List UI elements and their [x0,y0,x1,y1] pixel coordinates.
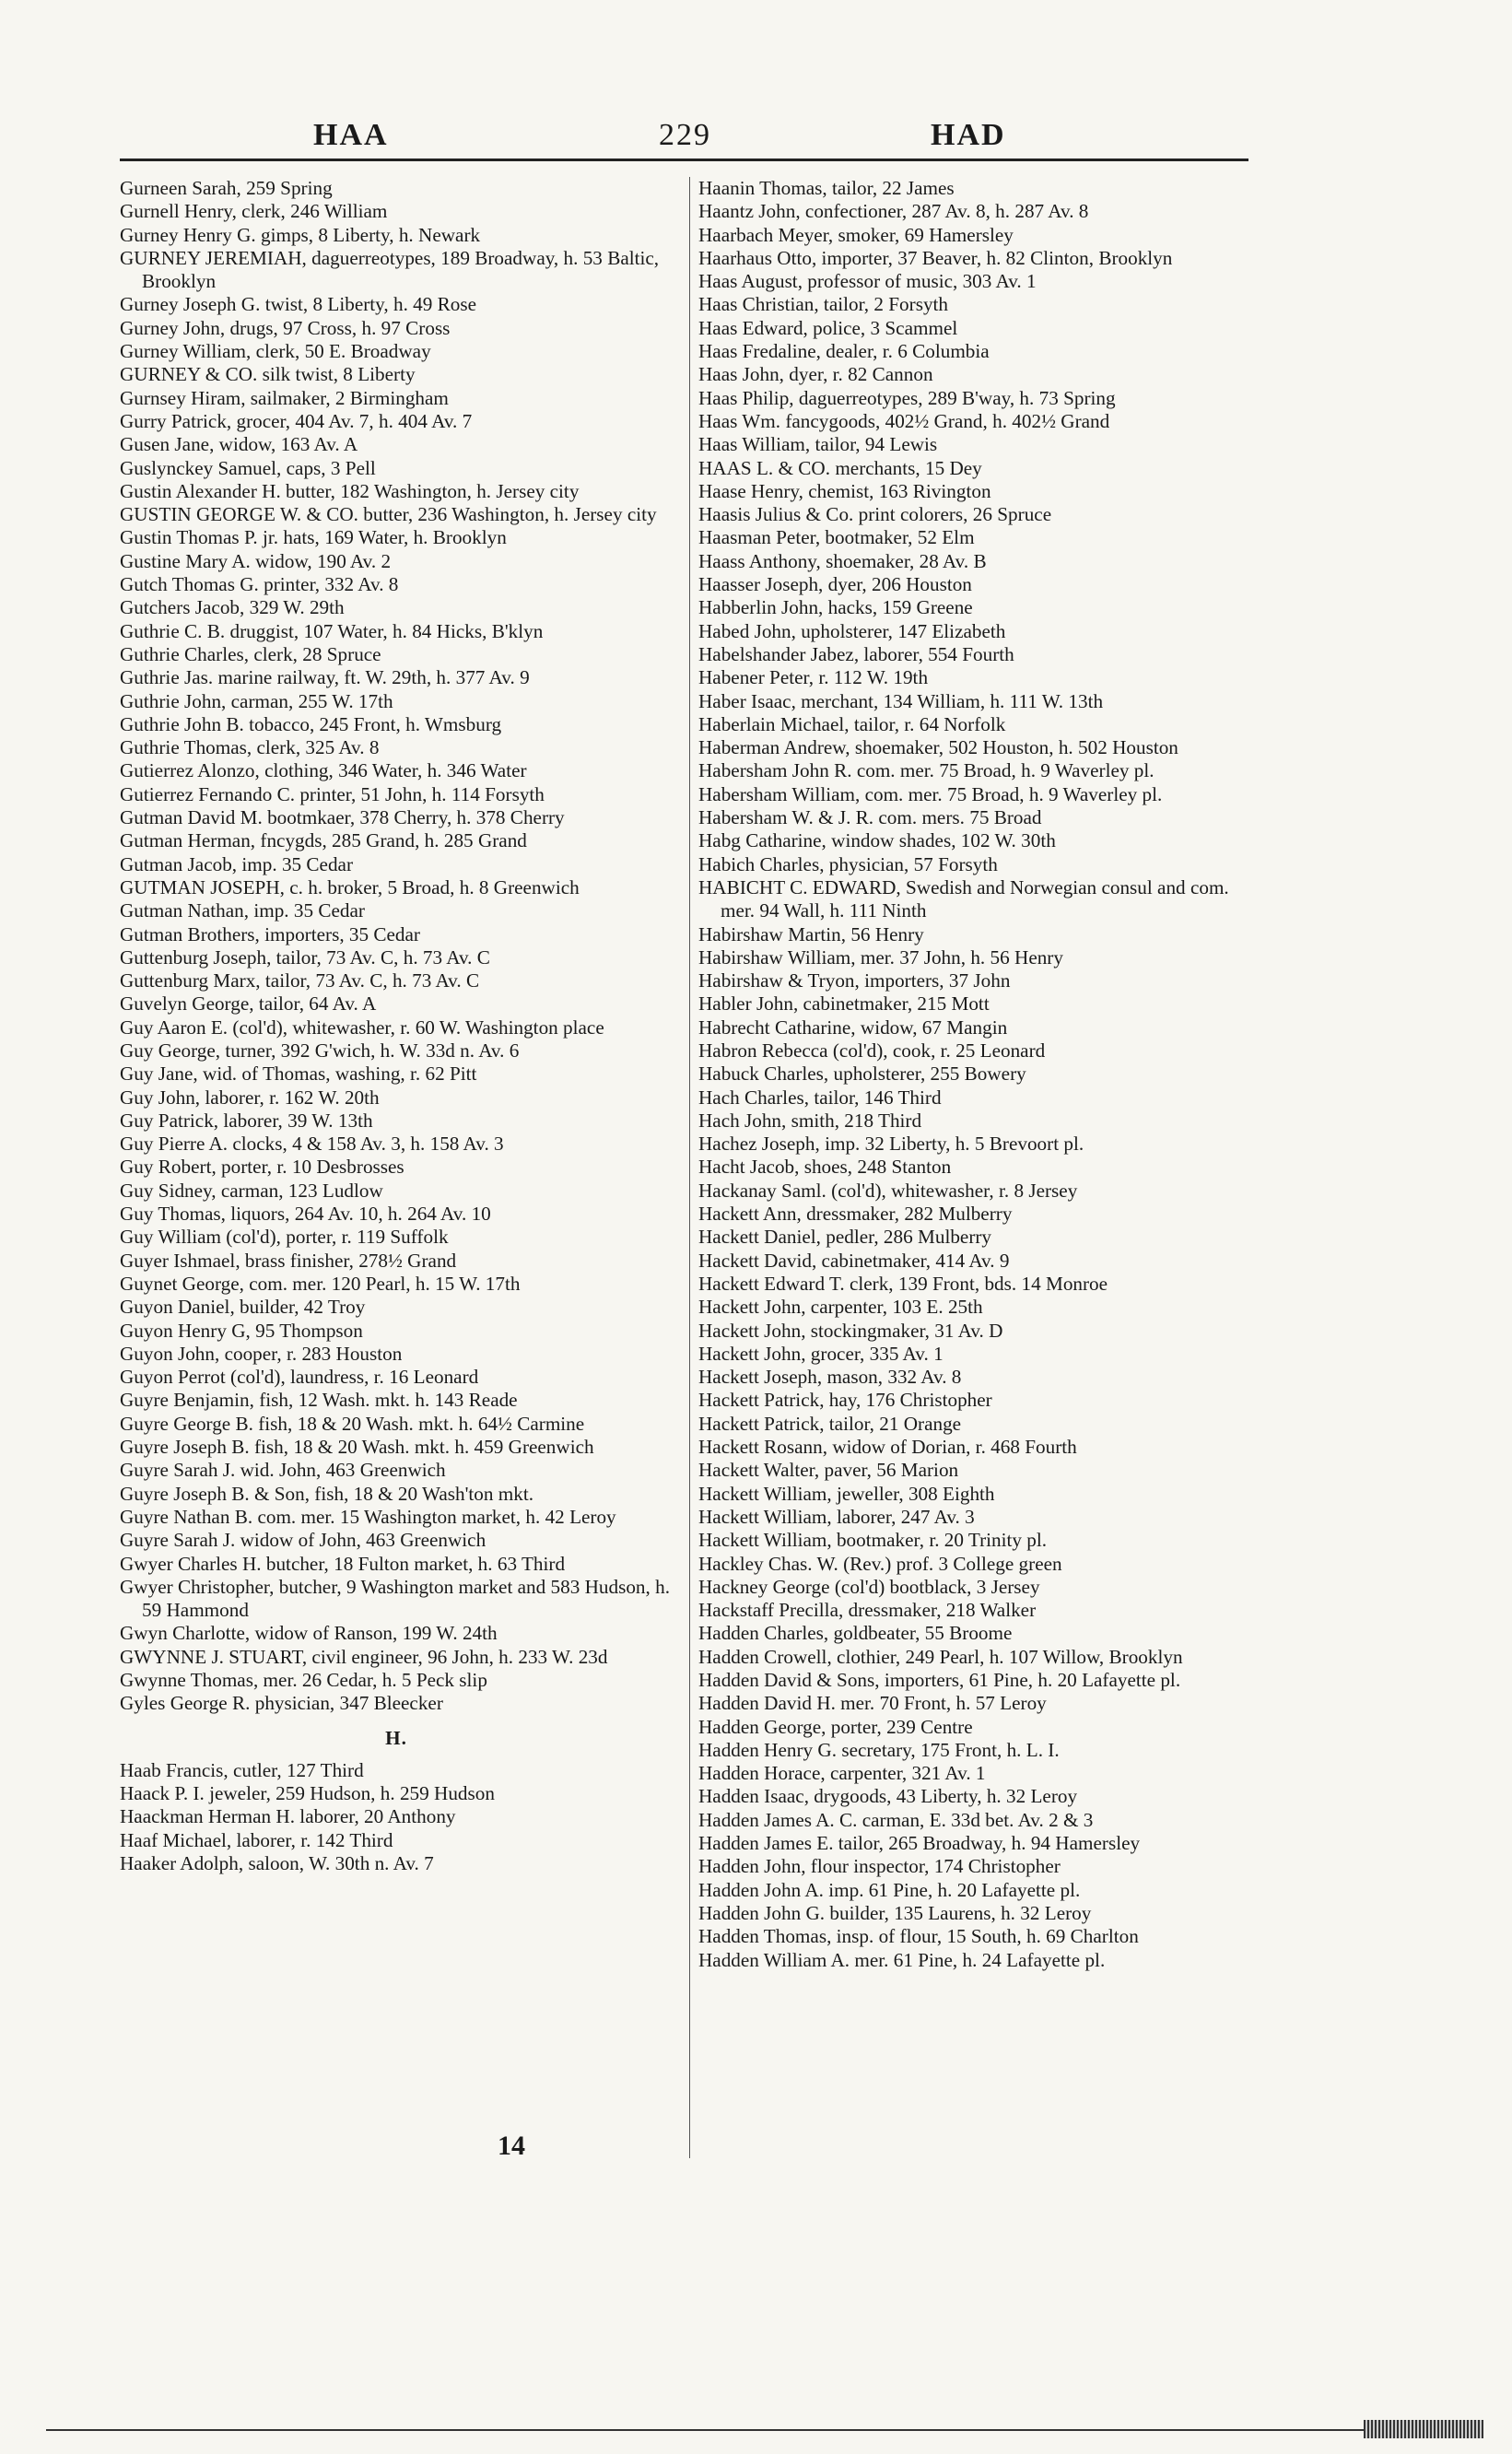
directory-entry: Hackett Patrick, hay, 176 Christopher [698,1389,992,1412]
directory-entry: Gutierrez Fernando C. printer, 51 John, h. 114 Forsyth [120,782,545,805]
directory-entry: Haasman Peter, bootmaker, 52 Elm [698,526,975,549]
directory-entry: Hackett Walter, paver, 56 Marion [698,1459,959,1482]
section-letter: H. [385,1726,407,1749]
directory-entry: Hackett Daniel, pedler, 286 Mulberry [698,1226,992,1249]
directory-entry: Habron Rebecca (col'd), cook, r. 25 Leonard [698,1039,1046,1062]
directory-entry: Haasser Joseph, dyer, 206 Houston [698,573,972,596]
directory-entry: Haarhaus Otto, importer, 37 Beaver, h. 82 Clinton, Brooklyn [698,246,1173,269]
directory-entry: Hadden John G. builder, 135 Laurens, h. 32 Leroy [698,1901,1092,1924]
directory-entry: Guthrie Thomas, clerk, 325 Av. 8 [120,736,380,759]
directory-entry: Haas August, professor of music, 303 Av. 1 [698,270,1037,293]
directory-entry: Haaker Adolph, saloon, W. 30th n. Av. 7 [120,1852,434,1875]
directory-entry: Guyon Henry G, 95 Thompson [120,1319,363,1342]
directory-entry: Habler John, cabinetmaker, 215 Mott [698,992,990,1016]
directory-entry: Guslynckey Samuel, caps, 3 Pell [120,456,376,479]
directory-entry: Guy George, turner, 392 G'wich, h. W. 33d n. Av. 6 [120,1039,520,1062]
directory-entry: Guthrie John B. tobacco, 245 Front, h. Wmsburg [120,712,502,735]
directory-entry: Haas William, tailor, 94 Lewis [698,433,938,456]
directory-entry: Habberlin John, hacks, 159 Greene [698,596,973,619]
directory-entry: Hackett David, cabinetmaker, 414 Av. 9 [698,1249,1010,1272]
directory-entry: Hadden Isaac, drygoods, 43 Liberty, h. 32 Leroy [698,1785,1078,1808]
directory-entry: Hadden David H. mer. 70 Front, h. 57 Leroy [698,1692,1047,1715]
directory-entry: Guy Aaron E. (col'd), whitewasher, r. 60 W. Washington place [120,1016,604,1039]
directory-entry: Guyre Joseph B. fish, 18 & 20 Wash. mkt. h. 459 Greenwich [120,1436,594,1459]
left-entry-list [120,177,673,1716]
directory-entry: Gwynne Thomas, mer. 26 Cedar, h. 5 Peck slip [120,1669,487,1691]
directory-entry: Habich Charles, physician, 57 Forsyth [698,852,998,875]
directory-entry: Guthrie John, carman, 255 W. 17th [120,689,393,712]
directory-entry: Haass Anthony, shoemaker, 28 Av. B [698,549,987,572]
bottom-rule [46,2429,1465,2431]
directory-entry: GWYNNE J. STUART, civil engineer, 96 John, h. 233 W. 23d [120,1645,608,1668]
directory-entry: Hacht Jacob, shoes, 248 Stanton [698,1156,952,1179]
directory-entry: Guy Jane, wid. of Thomas, washing, r. 62 Pitt [120,1063,477,1086]
directory-entry: Hackett William, jeweller, 308 Eighth [698,1482,995,1505]
directory-entry: GUSTIN GEORGE W. & CO. butter, 236 Washington, h. Jersey city [120,503,657,526]
directory-entry: Hackett Ann, dressmaker, 282 Mulberry [698,1203,1013,1226]
directory-entry: Haantz John, confectioner, 287 Av. 8, h. 287 Av. 8 [698,200,1089,223]
directory-entry: Gutman Jacob, imp. 35 Cedar [120,852,354,875]
directory-entry: Habirshaw & Tryon, importers, 37 John [698,969,1011,992]
directory-entry: Hadden Henry G. secretary, 175 Front, h. L. I. [698,1738,1060,1761]
column-divider [689,177,690,2158]
directory-entry: Gurney John, drugs, 97 Cross, h. 97 Cross [120,316,451,339]
directory-entry: Hackanay Saml. (col'd), whitewasher, r. 8 Jersey [698,1179,1078,1202]
directory-entry: Gustine Mary A. widow, 190 Av. 2 [120,549,392,572]
directory-entry: Hackett Joseph, mason, 332 Av. 8 [698,1366,962,1389]
header-left-guide: HAA [313,118,389,152]
directory-entry: Hadden David & Sons, importers, 61 Pine, h. 20 Lafayette pl. [698,1669,1181,1691]
directory-entry: Guy William (col'd), porter, r. 119 Suffolk [120,1226,449,1249]
right-entry-list [698,177,1251,1972]
page-number: 229 [659,118,711,152]
directory-entry: Haarbach Meyer, smoker, 69 Hamersley [698,223,1014,246]
header-rule [120,159,1248,161]
directory-entry: Hackett Edward T. clerk, 139 Front, bds. 14 Monroe [698,1272,1108,1295]
directory-entry: Gyles George R. physician, 347 Bleecker [120,1692,443,1715]
directory-entry: Guynet George, com. mer. 120 Pearl, h. 15 W. 17th [120,1272,521,1295]
directory-entry: Hackett John, carpenter, 103 E. 25th [698,1296,983,1319]
directory-entry: Guyre Benjamin, fish, 12 Wash. mkt. h. 143 Reade [120,1389,518,1412]
directory-entry: Guy Robert, porter, r. 10 Desbrosses [120,1156,404,1179]
page-header [120,118,1248,159]
directory-entry: Gutierrez Alonzo, clothing, 346 Water, h. 346 Water [120,759,527,782]
directory-entry: Hadden Horace, carpenter, 321 Av. 1 [698,1762,986,1785]
directory-entry: HAAS L. & CO. merchants, 15 Dey [698,456,982,479]
directory-entry: Hachez Joseph, imp. 32 Liberty, h. 5 Brevoort pl. [698,1133,1084,1156]
directory-entry: Guthrie Charles, clerk, 28 Spruce [120,642,381,665]
directory-entry: Gutman Herman, fncygds, 285 Grand, h. 285 Grand [120,829,527,852]
directory-entry: Gustin Alexander H. butter, 182 Washington, h. Jersey city [120,479,580,502]
directory-entry: Hadden Thomas, insp. of flour, 15 South, h. 69 Charlton [698,1925,1139,1948]
directory-entry: Hadden William A. mer. 61 Pine, h. 24 Lafayette pl. [698,1948,1106,1971]
directory-entry: Hach Charles, tailor, 146 Third [698,1086,942,1109]
directory-entry: Hadden George, porter, 239 Centre [698,1715,973,1738]
directory-entry: Habed John, upholsterer, 147 Elizabeth [698,619,1006,642]
directory-entry: Gwyn Charlotte, widow of Ranson, 199 W. 24th [120,1622,498,1645]
directory-entry: Haack P. I. jeweler, 259 Hudson, h. 259 Hudson [120,1782,495,1805]
directory-entry: Haab Francis, cutler, 127 Third [120,1758,364,1781]
directory-entry: Hadden Crowell, clothier, 249 Pearl, h. 107 Willow, Brooklyn [698,1645,1183,1668]
directory-entry: GUTMAN JOSEPH, c. h. broker, 5 Broad, h. 8 Greenwich [120,875,580,898]
directory-entry: Hackett William, bootmaker, r. 20 Trinity pl. [698,1529,1048,1552]
directory-entry: Gwyer Charles H. butcher, 18 Fulton market, h. 63 Third [120,1552,566,1575]
directory-entry: Guy Sidney, carman, 123 Ludlow [120,1179,383,1202]
header-right-guide: HAD [931,118,1006,152]
directory-entry: Gutman David M. bootmkaer, 378 Cherry, h. 378 Cherry [120,806,565,829]
directory-entry: Hackett John, stockingmaker, 31 Av. D [698,1319,1003,1342]
directory-entry: HABICHT C. EDWARD, Swedish and Norwegian consul and com. mer. 94 Wall, h. 111 Ninth [698,875,1229,922]
directory-entry: Habrecht Catharine, widow, 67 Mangin [698,1016,1008,1039]
directory-entry: Haber Isaac, merchant, 134 William, h. 111 W. 13th [698,689,1104,712]
directory-entry: Guttenburg Marx, tailor, 73 Av. C, h. 73 Av. C [120,969,480,992]
directory-entry: Habersham William, com. mer. 75 Broad, h. 9 Waverley pl. [698,782,1163,805]
directory-entry: Gutman Brothers, importers, 35 Cedar [120,922,420,945]
directory-entry: Gutch Thomas G. printer, 332 Av. 8 [120,573,399,596]
directory-entry: Guy John, laborer, r. 162 W. 20th [120,1086,380,1109]
directory-entry: Gwyer Christopher, butcher, 9 Washington market and 583 Hudson, h. 59 Hammond [120,1575,671,1622]
directory-entry: Guyer Ishmael, brass finisher, 278½ Grand [120,1249,457,1272]
directory-entry: Gurney Henry G. gimps, 8 Liberty, h. Newark [120,223,481,246]
directory-entry: Haas Philip, daguerreotypes, 289 B'way, h. 73 Spring [698,386,1116,409]
directory-entry: Guthrie Jas. marine railway, ft. W. 29th, h. 377 Av. 9 [120,666,530,689]
page-signature: 14 [498,2131,525,2161]
directory-entry: Hackstaff Precilla, dressmaker, 218 Walker [698,1599,1037,1622]
directory-entry: Haberlain Michael, tailor, r. 64 Norfolk [698,712,1006,735]
directory-entry: Hackett John, grocer, 335 Av. 1 [698,1342,944,1365]
directory-entry: Hackett William, laborer, 247 Av. 3 [698,1505,975,1528]
directory-entry: Hackett Rosann, widow of Dorian, r. 468 Fourth [698,1436,1077,1459]
directory-entry: Guvelyn George, tailor, 64 Av. A [120,992,377,1016]
directory-entry: Habg Catharine, window shades, 102 W. 30th [698,829,1056,852]
directory-entry: Hadden Charles, goldbeater, 55 Broome [698,1622,1013,1645]
directory-entry: Habersham John R. com. mer. 75 Broad, h. 9 Waverley pl. [698,759,1155,782]
directory-entry: Haaf Michael, laborer, r. 142 Third [120,1828,393,1851]
scan-marker [1364,2420,1483,2438]
directory-entry: Haase Henry, chemist, 163 Rivington [698,479,991,502]
directory-entry: Gustin Thomas P. jr. hats, 169 Water, h. Brooklyn [120,526,507,549]
directory-entry: Gurneen Sarah, 259 Spring [120,177,333,199]
directory-entry: Guyon John, cooper, r. 283 Houston [120,1342,403,1365]
directory-entry: Habirshaw Martin, 56 Henry [698,922,924,945]
left-column [120,177,673,1875]
directory-entry: Hadden James E. tailor, 265 Broadway, h. 94 Hamersley [698,1832,1141,1855]
directory-entry: Gurnell Henry, clerk, 246 William [120,200,388,223]
directory-entry: Guyre Sarah J. widow of John, 463 Greenwich [120,1529,486,1552]
directory-entry: Haberman Andrew, shoemaker, 502 Houston, h. 502 Houston [698,736,1178,759]
directory-entry: Habersham W. & J. R. com. mers. 75 Broad [698,806,1042,829]
directory-entry: Guyre George B. fish, 18 & 20 Wash. mkt. h. 64½ Carmine [120,1412,585,1435]
directory-entry: Hach John, smith, 218 Third [698,1109,922,1132]
directory-entry: Hadden James A. C. carman, E. 33d bet. Av. 2 & 3 [698,1808,1094,1831]
directory-entry: Hackley Chas. W. (Rev.) prof. 3 College green [698,1552,1062,1575]
directory-entry: Guy Pierre A. clocks, 4 & 158 Av. 3, h. 158 Av. 3 [120,1133,504,1156]
directory-entry: Habelshander Jabez, laborer, 554 Fourth [698,642,1014,665]
directory-entry: Guyre Sarah J. wid. John, 463 Greenwich [120,1459,446,1482]
directory-entry: Guy Patrick, laborer, 39 W. 13th [120,1109,373,1132]
directory-entry: Guyre Joseph B. & Son, fish, 18 & 20 Wash'ton mkt. [120,1482,534,1505]
directory-entry: Haas John, dyer, r. 82 Cannon [698,363,933,386]
directory-entry: Haas Edward, police, 3 Scammel [698,316,958,339]
directory-entry: Haasis Julius & Co. print colorers, 26 Spruce [698,503,1052,526]
directory-entry: Gutman Nathan, imp. 35 Cedar [120,899,365,922]
directory-entry: Haas Christian, tailor, 2 Forsyth [698,293,949,316]
directory-entry: Hadden John A. imp. 61 Pine, h. 20 Lafayette pl. [698,1878,1081,1901]
right-column [698,177,1251,1972]
directory-entry: Habuck Charles, upholsterer, 255 Bowery [698,1063,1026,1086]
directory-entry: Gurry Patrick, grocer, 404 Av. 7, h. 404 Av. 7 [120,409,473,432]
directory-entry: Haas Fredaline, dealer, r. 6 Columbia [698,340,990,363]
directory-entry: Haanin Thomas, tailor, 22 James [698,177,955,199]
directory-entry: Haas Wm. fancygoods, 402½ Grand, h. 402½ Grand [698,409,1110,432]
directory-entry: Guyon Daniel, builder, 42 Troy [120,1296,366,1319]
directory-entry: Hackett Patrick, tailor, 21 Orange [698,1412,962,1435]
directory-entry: Gusen Jane, widow, 163 Av. A [120,433,358,456]
directory-entry: Gurnsey Hiram, sailmaker, 2 Birmingham [120,386,449,409]
directory-entry: Guyre Nathan B. com. mer. 15 Washington market, h. 42 Leroy [120,1505,616,1528]
directory-entry: Gutchers Jacob, 329 W. 29th [120,596,345,619]
directory-entry: Habirshaw William, mer. 37 John, h. 56 Henry [698,945,1063,969]
directory-entry: Guttenburg Joseph, tailor, 73 Av. C, h. 73 Av. C [120,945,490,969]
directory-entry: GURNEY JEREMIAH, daguerreotypes, 189 Broadway, h. 53 Baltic, Brooklyn [120,246,660,293]
directory-entry: Habener Peter, r. 112 W. 19th [698,666,929,689]
directory-entry: Gurney Joseph G. twist, 8 Liberty, h. 49 Rose [120,293,477,316]
left-entry-list-h [120,1759,673,1875]
directory-entry: Guy Thomas, liquors, 264 Av. 10, h. 264 Av. 10 [120,1203,491,1226]
directory-entry: GURNEY & CO. silk twist, 8 Liberty [120,363,416,386]
directory-entry: Gurney William, clerk, 50 E. Broadway [120,340,431,363]
directory-entry: Guyon Perrot (col'd), laundress, r. 16 Leonard [120,1366,479,1389]
directory-entry: Hackney George (col'd) bootblack, 3 Jersey [698,1575,1040,1598]
directory-entry: Guthrie C. B. druggist, 107 Water, h. 84 Hicks, B'klyn [120,619,544,642]
directory-entry: Haackman Herman H. laborer, 20 Anthony [120,1805,456,1828]
directory-entry: Hadden John, flour inspector, 174 Christopher [698,1855,1061,1878]
